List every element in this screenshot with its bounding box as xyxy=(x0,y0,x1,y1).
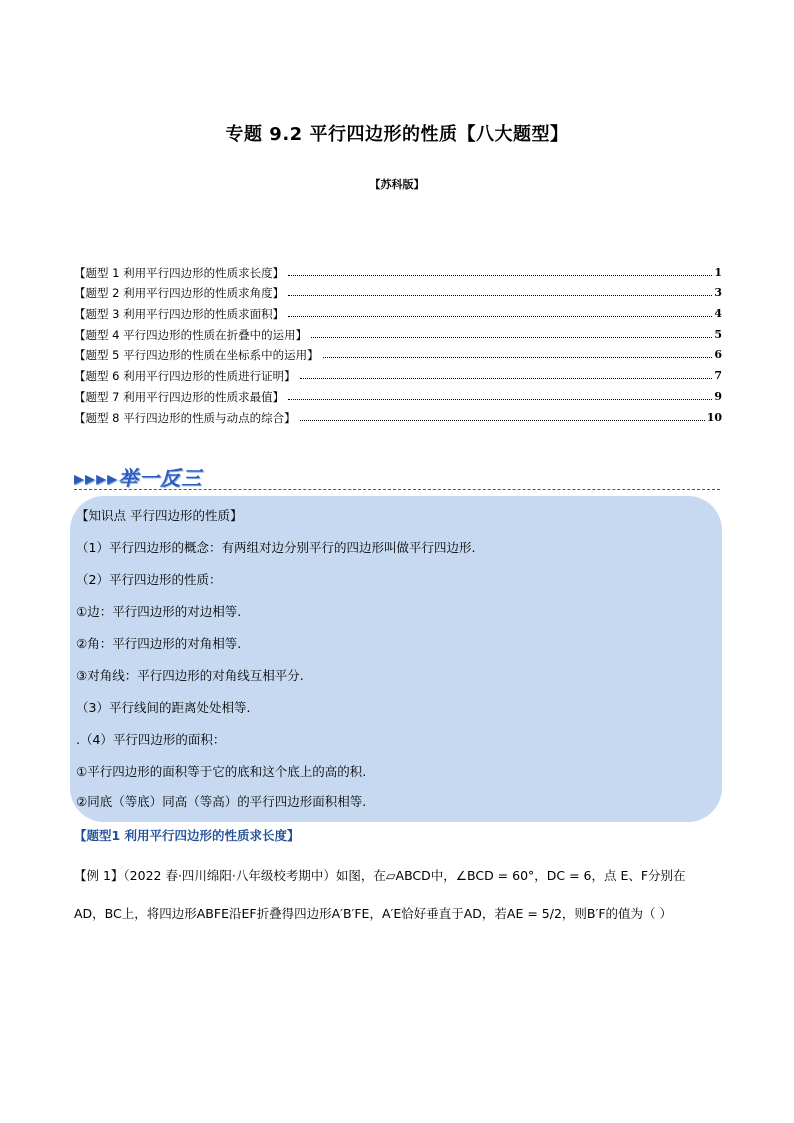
toc-entry[interactable] xyxy=(74,342,722,363)
toc-entry-label: 【题型 5 平行四边形的性质在坐标系中的运用】 xyxy=(74,348,319,363)
toc-entry-label: 【题型 3 利用平行四边形的性质求面积】 xyxy=(74,307,285,322)
toc-page-number: 1 xyxy=(714,265,722,279)
toc-entry[interactable] xyxy=(74,280,722,301)
toc-leader xyxy=(323,357,713,358)
toc-entry[interactable] xyxy=(74,362,722,383)
knowledge-line: （3）平行线间的距离处处相等. xyxy=(76,700,251,715)
toc-leader xyxy=(300,378,713,379)
toc-entry-label: 【题型 8 平行四边形的性质与动点的综合】 xyxy=(74,410,296,425)
toc-page-number: 7 xyxy=(714,369,722,383)
toc-leader xyxy=(300,420,705,421)
knowledge-box xyxy=(70,496,722,822)
toc-leader xyxy=(288,295,712,296)
toc-leader xyxy=(288,399,712,400)
toc-page-number: 3 xyxy=(714,286,722,300)
toc-entry-label: 【题型 2 利用平行四边形的性质求角度】 xyxy=(74,286,285,301)
toc-entry[interactable] xyxy=(74,383,722,404)
toc-page-number: 6 xyxy=(714,348,722,362)
knowledge-heading: 【知识点 平行四边形的性质】 xyxy=(76,508,243,523)
toc-leader xyxy=(311,337,712,338)
toc-leader xyxy=(288,316,712,317)
toc-entry-label: 【题型 4 平行四边形的性质在折叠中的运用】 xyxy=(74,327,308,342)
example-line: AD，BC上，将四边形ABFE沿EF折叠得四边形A′B′FE，A′E恰好垂直于AD，若AE = 5/2，则B′F的值为（ ） xyxy=(74,906,672,921)
knowledge-line: （1）平行四边形的概念：有两组对边分别平行的四边形叫做平行四边形. xyxy=(76,540,476,555)
edition-label: 【苏科版】 xyxy=(369,178,425,191)
toc-leader xyxy=(288,275,712,276)
toc-entry-label: 【题型 6 利用平行四边形的性质进行证明】 xyxy=(74,369,296,384)
table-of-contents xyxy=(74,259,722,425)
knowledge-line: ③对角线：平行四边形的对角线互相平分. xyxy=(76,668,304,683)
knowledge-line: ②同底（等底）同高（等高）的平行四边形面积相等. xyxy=(76,794,367,809)
toc-entry[interactable] xyxy=(74,259,722,280)
knowledge-line: （2）平行四边形的性质： xyxy=(76,572,222,587)
section-heading: 【题型1 利用平行四边形的性质求长度】 xyxy=(74,828,300,843)
toc-page-number: 10 xyxy=(706,410,722,424)
toc-page-number: 5 xyxy=(714,327,722,341)
toc-entry[interactable] xyxy=(74,404,722,425)
knowledge-line: .（4）平行四边形的面积： xyxy=(76,732,226,747)
toc-entry[interactable] xyxy=(74,321,722,342)
toc-page-number: 4 xyxy=(714,307,722,321)
example-problem xyxy=(74,857,722,933)
toc-entry-label: 【题型 7 利用平行四边形的性质求最值】 xyxy=(74,389,285,404)
toc-entry-label: 【题型 1 利用平行四边形的性质求长度】 xyxy=(74,265,285,280)
knowledge-line: ①边：平行四边形的对边相等. xyxy=(76,604,242,619)
example-line: 【例 1】（2022 春·四川绵阳·八年级校考期中）如图，在▱ABCD中，∠BCD = 60°，DC = 6，点 E、F分别在 xyxy=(74,868,686,883)
section-banner: ▸▸▸▸举一反三 xyxy=(74,466,203,490)
knowledge-line: ①平行四边形的面积等于它的底和这个底上的高的积. xyxy=(76,764,367,779)
divider xyxy=(74,489,720,490)
page-title: 专题 9.2 平行四边形的性质【八大题型】 xyxy=(225,124,569,145)
toc-page-number: 9 xyxy=(714,389,722,403)
knowledge-line: ②角：平行四边形的对角相等. xyxy=(76,636,242,651)
toc-entry[interactable] xyxy=(74,300,722,321)
